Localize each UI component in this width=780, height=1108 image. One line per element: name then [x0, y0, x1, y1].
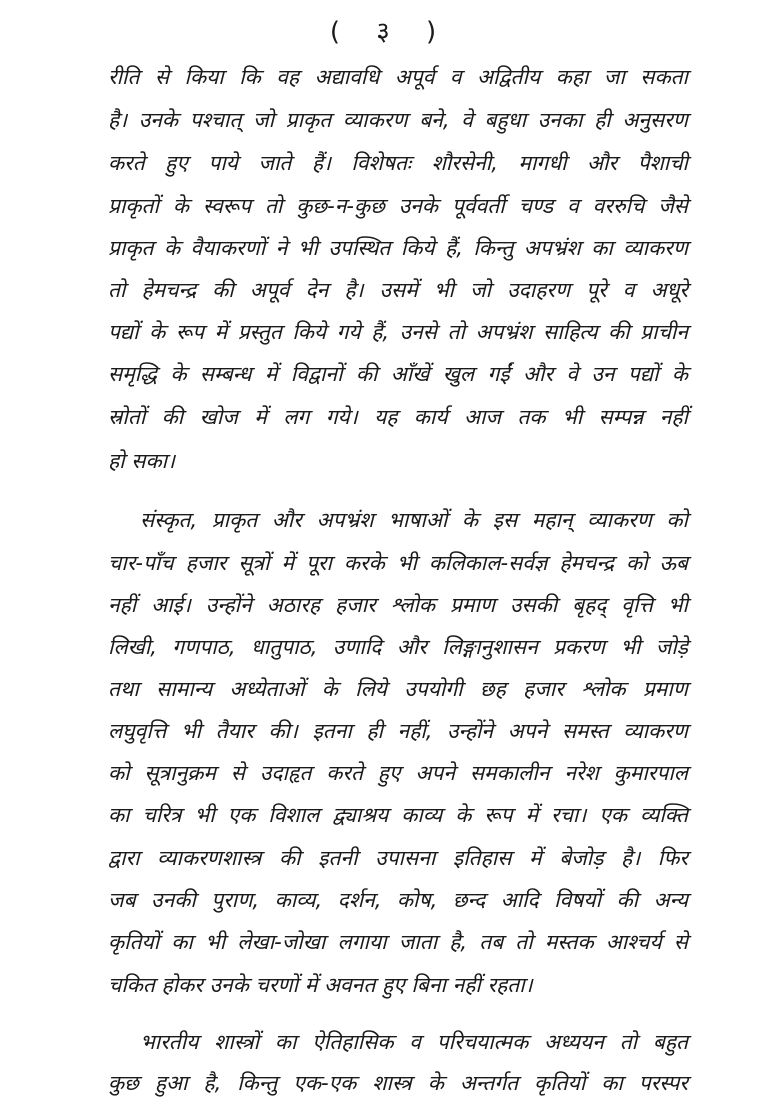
text-line: द्वारा व्याकरणशास्त्र की इतनी उपासना इतिहास में बेजोड़ है। फिर [108, 846, 688, 870]
text-line: तो हेमचन्द्र की अपूर्व देन है। उसमें भी जो उदाहरण पूरे व अधूरे [108, 278, 688, 302]
text-line: लिखी, गणपाठ, धातुपाठ, उणादि और लिङ्गानुशासन प्रकरण भी जोड़े [108, 635, 688, 659]
text-line: लघुवृत्ति भी तैयार की। इतना ही नहीं, उन्होंने अपने समस्त व्याकरण [108, 719, 688, 743]
text-line: पद्यों के रूप में प्रस्तुत किये गये हैं, उनसे तो अपभ्रंश साहित्य की प्राचीन [108, 320, 688, 344]
text-line: करते हुए पाये जाते हैं। विशेषतः शौरसेनी, मागधी और पैशाची [108, 151, 688, 175]
text-line: चार-पाँच हजार सूत्रों में पूरा करके भी कलिकाल-सर्वज्ञ हेमचन्द्र को ऊब [108, 551, 688, 575]
text-line: का चरित्र भी एक विशाल द्व्याश्रय काव्य के रूप में रचा। एक व्यक्ति [108, 803, 688, 827]
text-line: रीति से किया कि वह अद्यावधि अपूर्व व अद्वितीय कहा जा सकता [108, 65, 688, 89]
text-line: भारतीय शास्त्रों का ऐतिहासिक व परिचयात्मक अध्ययन तो बहुत [140, 1030, 688, 1054]
text-line: समृद्धि के सम्बन्ध में विद्वानों की आँखें खुल गईं और वे उन पद्यों के [108, 362, 688, 386]
text-line: कृतियों का भी लेखा-जोखा लगाया जाता है, तब तो मस्तक आश्चर्य से [108, 930, 688, 954]
text-line: हो सका। [108, 449, 175, 473]
text-line: कुछ हुआ है, किन्तु एक-एक शास्त्र के अन्तर्गत कृतियों का परस्पर [108, 1071, 688, 1095]
text-line: है। उनके पश्चात् जो प्राकृत व्याकरण बने, वे बहुधा उनका ही अनुसरण [108, 108, 688, 132]
text-line: जब उनकी पुराण, काव्य, दर्शन, कोष, छन्द आदि विषयों की अन्य [108, 888, 688, 912]
text-line: को सूत्रानुक्रम से उदाहृत करते हुए अपने समकालीन नरेश कुमारपाल [108, 761, 688, 785]
page-number: ( ३ ) [329, 17, 451, 47]
text-line: तथा सामान्य अध्येताओं के लिये उपयोगी छह हजार श्लोक प्रमाण [108, 677, 688, 701]
text-line: संस्कृत, प्राकृत और अपभ्रंश भाषाओं के इस महान् व्याकरण को [140, 508, 688, 532]
text-line: नहीं आई। उन्होंने अठारह हजार श्लोक प्रमाण उसकी बृहद् वृत्ति भी [108, 593, 688, 617]
text-line: प्राकृतों के स्वरूप तो कुछ-न-कुछ उनके पूर्ववर्ती चण्ड व वररुचि जैसे [108, 194, 688, 218]
text-line: प्राकृत के वैयाकरणों ने भी उपस्थित किये हैं, किन्तु अपभ्रंश का व्याकरण [108, 236, 688, 260]
text-line: चकित होकर उनके चरणों में अवनत हुए बिना नहीं रहता। [108, 973, 533, 997]
text-line: स्रोतों की खोज में लग गये। यह कार्य आज तक भी सम्पन्न नहीं [108, 405, 688, 429]
